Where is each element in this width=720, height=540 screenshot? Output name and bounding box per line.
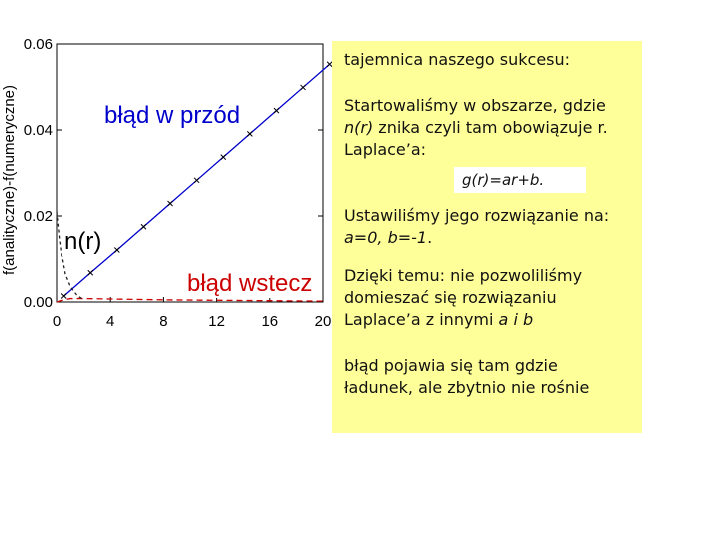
paragraph-mixing — [344, 265, 630, 331]
p3-and: i — [508, 310, 523, 329]
data-point — [61, 293, 66, 298]
y-axis-label: f(analityczne)-f(numeryczne) — [1, 84, 18, 276]
x-tick-label: 4 — [106, 313, 115, 330]
p3-a: a — [498, 310, 509, 329]
p3-b: b — [522, 310, 534, 329]
x-tick-label: 0 — [52, 313, 62, 330]
p1-nr: n(r) — [344, 118, 374, 137]
paragraph-error: błąd pojawia się tam gdzie ładunek, ale zbytnio nie rośnie — [344, 356, 590, 397]
x-tick-label: 12 — [208, 313, 225, 330]
x-tick-label: 16 — [261, 313, 279, 330]
p2-values: a=0, b=-1 — [344, 228, 428, 247]
axes — [57, 44, 323, 302]
laplace-formula: g(r)=ar+b. — [454, 167, 586, 193]
data-point — [194, 178, 199, 183]
data-point — [247, 131, 252, 136]
y-tick-label: 0.06 — [23, 36, 53, 53]
data-point — [301, 85, 306, 90]
nr-label: n(r) — [64, 228, 102, 255]
data-point — [88, 270, 93, 275]
p2-dot: . — [427, 228, 433, 247]
y-tick-label: 0.04 — [23, 122, 53, 139]
paragraph-set — [344, 205, 630, 249]
data-point — [141, 224, 146, 229]
explanation-panel — [332, 41, 642, 433]
p3-text: Dzięki temu: nie pozwoliliśmy domieszać się rozwiązaniu Laplace’a z innymi — [344, 266, 583, 329]
backward-error-label: błąd wstecz — [183, 270, 316, 298]
y-tick-label: 0.00 — [23, 294, 53, 311]
series-group — [57, 62, 332, 302]
data-point — [168, 201, 173, 206]
plot-frame — [57, 44, 323, 302]
x-tick-label: 20 — [314, 313, 332, 330]
data-point — [221, 155, 226, 160]
forward-error-label: błąd w przód — [100, 102, 244, 130]
panel-intro: tajemnica naszego sukcesu: — [344, 50, 571, 69]
data-point — [274, 108, 279, 113]
x-tick-label: 8 — [159, 313, 168, 330]
data-point — [114, 247, 119, 252]
paragraph-start — [344, 95, 630, 161]
p1-text: Startowaliśmy w obszarze, gdzie — [344, 96, 606, 115]
p2-text: Ustawiliśmy jego rozwiązanie na: — [344, 206, 610, 225]
y-tick-label: 0.02 — [23, 208, 53, 225]
p1-text-end: znika czyli tam obowiązuje r. Laplace’a: — [344, 118, 608, 159]
series-line-1 — [57, 299, 323, 302]
